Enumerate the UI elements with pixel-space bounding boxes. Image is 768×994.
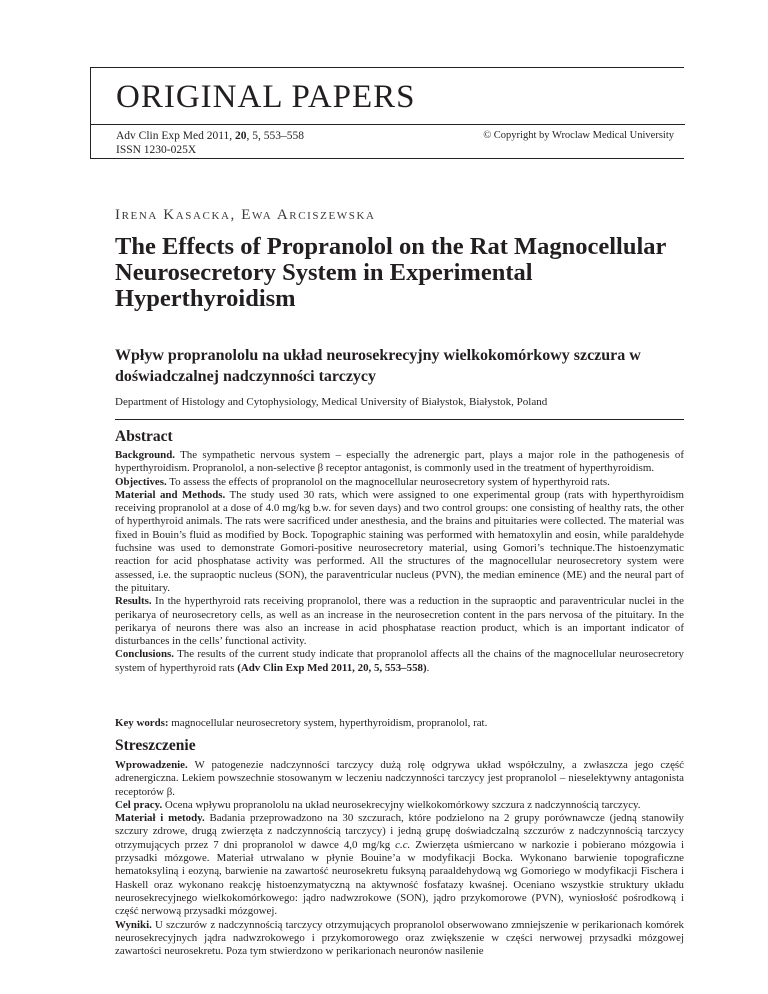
abstract-body	[115, 449, 684, 675]
conclusions-label: Conclusions.	[115, 648, 175, 661]
article-title-en: The Effects of Propranolol on the Rat Magnocellular Neurosecretory System in Experimental Hyperthyroidism	[115, 233, 666, 312]
citation-pages: , 5, 553–558	[246, 130, 305, 142]
keywords	[115, 717, 684, 729]
abstract-background	[115, 449, 684, 476]
affiliation: Department of Histology and Cytophysiology, Medical University of Białystok, Białystok, Poland	[115, 396, 548, 408]
methods-label: Material and Methods.	[115, 488, 226, 501]
journal-header-box	[90, 67, 684, 159]
conclusions-end: .	[426, 661, 430, 674]
abstract-results	[115, 595, 684, 648]
objectives-label: Objectives.	[115, 475, 167, 488]
citation-journal: Adv Clin Exp Med 2011,	[116, 130, 236, 142]
conclusions-citation: (Adv Clin Exp Med 2011, 20, 5, 553–558)	[237, 661, 427, 674]
objectives-text: To assess the effects of propranolol on the magnocellular neurosecretory system of hyperthyroid rats.	[166, 475, 610, 488]
str-methods-label: Materiał i metody.	[115, 812, 205, 825]
article-title-pl: Wpływ propranololu na układ neurosekrecyjny wielkokomórkowy szczura w doświadczalnej nadczynności tarczycy	[115, 347, 641, 385]
str-results-label: Wyniki.	[115, 918, 152, 931]
background-text: The sympathetic nervous system – especially the adrenergic part, plays a major role in the pathogenesis of hyperthyroidism. Propranolol, a non-selective β receptor antagonist, is commonly used in the treatment of hyperthyroidism.	[115, 449, 684, 475]
keywords-label: Key words:	[115, 717, 169, 729]
conclusions-text: The results of the current study indicate that propranolol affects all the chains of the magnocellular neurosecretory system of hyperthyroid rats	[115, 648, 684, 674]
intro-text: W patogenezie nadczynności tarczycy dużą rolę odgrywa układ współczulny, a zwłaszcza jego część adrenergiczna. Lekiem powszechnie stosowanym w leczeniu nadczynności tarczycy jest propranolol – nieselektywny antagonista receptorów β.	[115, 759, 684, 798]
authors: Irena Kasacka, Ewa Arciszewska	[115, 207, 376, 223]
title-divider	[115, 419, 684, 420]
section-title: ORIGINAL PAPERS	[116, 79, 416, 115]
str-aim	[115, 799, 684, 812]
abstract-conclusions	[115, 648, 684, 675]
str-methods	[115, 812, 684, 918]
issn: ISSN 1230-025X	[116, 143, 197, 156]
str-results-text: U szczurów z nadczynnością tarczycy otrzymujących propranolol obserwowano zmniejszenie w perikarionach komórek neurosekrecyjnych jądra nadwzrokowego i przykomorowego oraz zwiększenie w części nerwowej przysadki mózgowej zawartości neurosekretu. Poza tym stwierdzono w perikarionach neuronów nasilenie	[115, 918, 684, 958]
streszczenie-heading: Streszczenie	[115, 737, 196, 754]
header-top-rule	[90, 67, 684, 68]
str-intro	[115, 759, 684, 799]
abstract-methods	[115, 489, 684, 595]
background-label: Background.	[115, 449, 176, 461]
citation-volume: 20	[235, 130, 247, 142]
abstract-objectives	[115, 476, 684, 489]
abstract-heading: Abstract	[115, 428, 173, 445]
str-methods-cc: c.c.	[395, 838, 411, 851]
header-mid-rule	[91, 124, 685, 125]
results-text: In the hyperthyroid rats receiving propranolol, there was a reduction in the supraoptic and paraventricular nuclei in the perikarya of neurosecretory cells, as well as an increase in the neurosecretion content in the pars nervosa of the pituitary. In the perikarya of neurons there was also an increase in acid phosphatase reaction product, which is an important indicator of disturbances in the cells’ functional activity.	[115, 595, 684, 648]
methods-text: The study used 30 rats, which were assigned to one experimental group (rats with hyperthyroidism receiving propranolol at a dose of 4.0 mg/kg b.w. for seven days) and two control groups: one consisting of healthy rats, the other of hyperthyroid animals. The rats were sacrificed under anesthesia, and the brains and pituitaries were collected. The material was fixed in Bouin’s fluid as modified by Bock. Topographic staining was performed with hematoxylin and eosin, while paraldehyde fuchsine was used to demonstrate Gomori-positive neurosecretory material, using Gomori’s technique.The histoenzymatic reaction for acid phosphatase activity was performed. All the structures of the magnocellular neurosecretory system were assessed, i.e. the supraoptic nucleus (SON), the paraventricular nucleus (PVN), the median eminence (ME) and the neural part of the pituitary.	[115, 488, 684, 594]
str-methods-text-a: Badania przeprowadzono na 30 szczurach, które podzielono na 2 grupy porównawcze (jedną stanowiły szczury zdrowe, drugą zwierzęta z nadczynnością tarczycy) i jedną grupę doświadczalną szczurów z nadczynnością tarczycy otrzymujących przez 7 dni propranolol w dawce 4,0 mg/kg	[115, 812, 684, 851]
str-results	[115, 919, 684, 959]
aim-label: Cel pracy.	[115, 798, 163, 811]
keywords-text: magnocellular neurosecretory system, hyperthyroidism, propranolol, rat.	[168, 717, 488, 729]
str-methods-text-b: Zwierzęta uśmiercano w narkozie i pobierano mózgowia i przysadki mózgowe. Materiał utrwalano w płynie Bouine’a w modyfikacji Bocka. Wykonano barwienie topograficzne hematoksyliną i eozyną, barwienie na zawartość neurosekretu fuksyną paraaldehydową wg Gomoriego w modyfikacji Fischera i Haskell oraz wykonano reakcję histoenzymatyczną na aktywność fosfatazy kwaśnej. Oceniano wszystkie struktury układu neurosekrecyjnego wielkokomórkowego: jądro nadwzrokowe (SON), jądro przykomorowe (PVN), wyniosłość pośrodkową i część nerwową przysadki mózgowej.	[115, 838, 684, 918]
results-label: Results.	[115, 595, 152, 608]
copyright-notice: © Copyright by Wroclaw Medical University	[483, 130, 674, 141]
intro-label: Wprowadzenie.	[115, 759, 188, 771]
journal-citation	[116, 130, 304, 157]
streszczenie-body	[115, 759, 684, 958]
aim-text: Ocena wpływu propranololu na układ neurosekrecyjny wielkokomórkowy szczura z nadczynnością tarczycy.	[162, 798, 641, 811]
